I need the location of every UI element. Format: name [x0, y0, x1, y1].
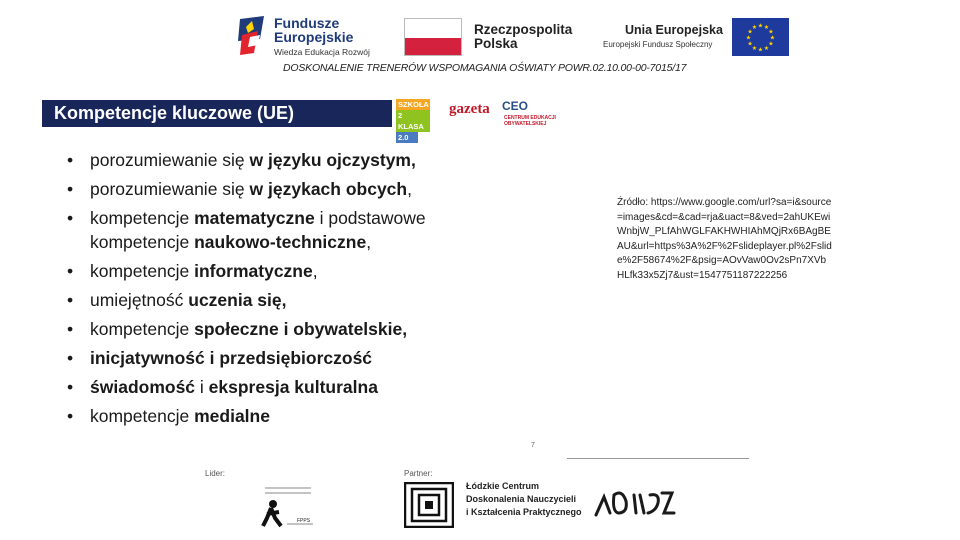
- competence-keyword: ekspresja kulturalna: [208, 377, 378, 397]
- competence-keyword: w językach obcych: [249, 179, 408, 199]
- competence-keyword: w języku ojczystym,: [249, 150, 416, 170]
- bullet-icon: •: [67, 348, 74, 368]
- eu-star-icon: ★: [747, 29, 753, 36]
- competence-keyword: medialne: [194, 406, 270, 426]
- lider-logo-text: FPPS: [297, 518, 311, 524]
- eu-star-icon: ★: [768, 41, 774, 48]
- competence-text: kompetencje: [90, 319, 195, 339]
- ue-title: Unia Europejska: [625, 23, 723, 37]
- competence-text: ,: [407, 179, 412, 199]
- slide-title: Kompetencje kluczowe (UE): [54, 103, 295, 123]
- competence-keyword: matematyczne: [194, 208, 315, 228]
- fe-star-icon: [236, 13, 270, 58]
- competence-keyword: naukowo-techniczne: [194, 232, 367, 252]
- bullet-icon: •: [67, 179, 74, 199]
- ldz-line1: Łódzkie Centrum: [466, 481, 540, 491]
- rzeczpospolita-logo: [404, 18, 574, 58]
- competence-text: i podstawowe kompetencje: [90, 208, 426, 252]
- competence-text: porozumiewanie się: [90, 150, 250, 170]
- competence-keyword: uczenia się,: [188, 290, 287, 310]
- szkola-line2: 2 KLASA: [396, 110, 430, 132]
- eu-star-icon: ★: [745, 35, 752, 42]
- ceo-subtitle: CENTRUM EDUKACJI OBYWATELSKIEJ: [504, 115, 556, 127]
- page-number: 7: [531, 442, 535, 449]
- competence-keyword: społeczne i obywatelskie,: [194, 319, 408, 339]
- partner-label: Partner:: [404, 469, 433, 478]
- polish-flag-icon: [404, 18, 462, 56]
- slide-header-bar: [42, 100, 392, 127]
- competence-list: [64, 148, 504, 433]
- eu-star-icon: ★: [747, 41, 753, 48]
- source-citation: Źródło: https://www.google.com/url?sa=i&source=images&cd=&cad=rja&uact=8&ved=2ahUKEwiWnbjW_PLfAhWGLFAKHWHIAhMQjRx6BAgBEAU&url=https%3A%2F%2Fslideplayer.pl%2Fslide%2F58674%2F&psig=AOvVaw0Ov2sPn7XVbHLfk33x5Zj7&ust=1547751187222256: [617, 197, 832, 281]
- ldz-centrum-logo: [404, 482, 454, 528]
- bullet-icon: •: [67, 150, 74, 170]
- bullet-icon: •: [67, 290, 74, 310]
- eu-star-icon: ★: [751, 25, 758, 32]
- fe-line1: Fundusze: [274, 15, 340, 31]
- ldz-line3: i Kształcenia Praktycznego: [466, 507, 582, 517]
- competence-item: [64, 404, 504, 428]
- unia-europejska-logo: [600, 18, 790, 58]
- eu-star-icon: ★: [763, 45, 770, 52]
- bullet-icon: •: [67, 377, 74, 397]
- competence-text: kompetencje: [90, 406, 195, 426]
- competence-item: [64, 148, 504, 172]
- gazeta-logo: gazeta: [449, 101, 490, 117]
- ldz-line2: Doskonalenia Nauczycieli: [466, 494, 577, 504]
- bullet-icon: •: [67, 261, 74, 281]
- competence-text: kompetencje: [90, 261, 195, 281]
- competence-text: porozumiewanie się: [90, 179, 250, 199]
- header-partner-logos: [394, 97, 564, 142]
- competence-keyword: informatyczne: [194, 261, 313, 281]
- bullet-icon: •: [67, 406, 74, 426]
- competence-item: [64, 317, 504, 341]
- rp-line1: Rzeczpospolita: [474, 22, 573, 37]
- rp-line2: Polska: [474, 36, 518, 51]
- szkola-logo: [396, 99, 430, 142]
- competence-keyword: inicjatywność i przedsiębiorczość: [90, 348, 373, 368]
- competence-item: [64, 288, 504, 312]
- lider-label: Lider:: [205, 469, 226, 478]
- competence-text: umiejętność: [90, 290, 189, 310]
- eu-star-icon: ★: [757, 47, 764, 54]
- competence-text: kompetencje: [90, 208, 195, 228]
- competence-text: ,: [312, 261, 318, 281]
- fe-line2: Europejskie: [274, 29, 354, 45]
- lider-logo: [257, 478, 319, 528]
- project-line: DOSKONALENIE TRENERÓW WSPOMAGANIA OŚWIATY POWR.02.10.00-00-7015/17: [283, 62, 687, 74]
- competence-keyword: świadomość: [90, 377, 196, 397]
- fe-subtitle: Wiedza Edukacja Rozwój: [274, 47, 370, 57]
- ldz-centrum-name: [466, 480, 582, 519]
- eu-star-icon: ★: [768, 29, 774, 36]
- eu-star-icon: ★: [769, 35, 776, 42]
- szkola-line1: SZKOŁA: [398, 100, 429, 109]
- eu-star-icon: ★: [763, 25, 770, 32]
- competence-text: i: [195, 377, 209, 397]
- competence-text: ,: [366, 232, 372, 252]
- ceo-mark: CEO: [502, 99, 529, 113]
- competence-item: [64, 259, 504, 283]
- competence-item: [64, 206, 504, 254]
- lodz-city-logo: [592, 483, 676, 523]
- bullet-icon: •: [67, 208, 74, 228]
- eu-star-icon: ★: [751, 45, 758, 52]
- competence-item: [64, 177, 504, 201]
- competence-item: [64, 346, 504, 370]
- competence-item: [64, 375, 504, 399]
- fundusze-europejskie-logo: [236, 13, 376, 58]
- bullet-icon: •: [67, 319, 74, 339]
- eu-star-icon: ★: [757, 23, 764, 30]
- eu-flag-icon: [732, 18, 789, 56]
- ue-subtitle: Europejski Fundusz Społeczny: [603, 40, 713, 49]
- szkola-line3: 2.0: [396, 132, 418, 143]
- divider: [567, 458, 749, 459]
- ceo-logo: [502, 99, 558, 131]
